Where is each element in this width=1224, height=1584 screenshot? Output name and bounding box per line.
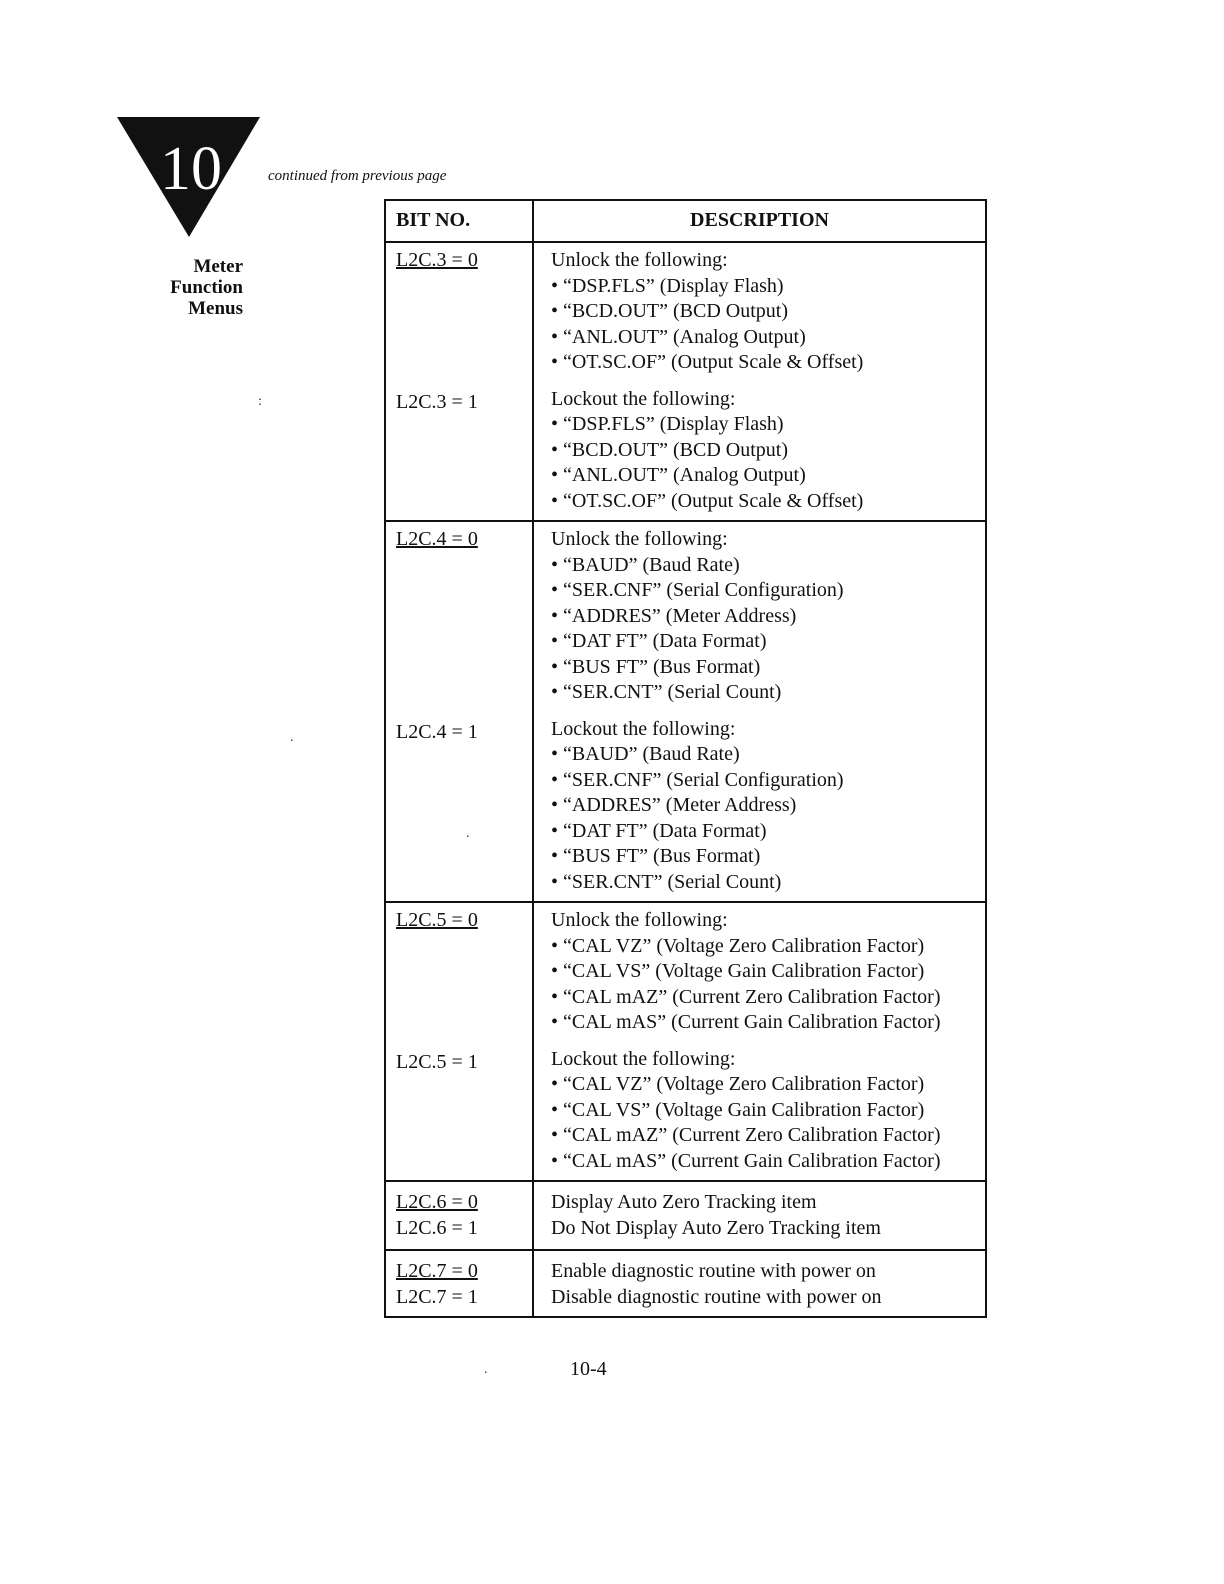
bit-value: L2C.7 = 0 xyxy=(396,1260,478,1282)
list-item: • “BCD.OUT” (BCD Output) xyxy=(551,299,985,325)
table-row xyxy=(385,242,986,521)
description-cell xyxy=(533,902,986,1181)
lockout-table xyxy=(384,199,987,1318)
chapter-title-line-3: Menus xyxy=(188,298,243,319)
list-item: • “OT.SC.OF” (Output Scale & Offset) xyxy=(551,489,985,515)
list-item: • “CAL mAS” (Current Gain Calibration Factor) xyxy=(551,1010,985,1036)
bit-value: L2C.6 = 1 xyxy=(396,1216,478,1239)
list-item: • “SER.CNT” (Serial Count) xyxy=(551,680,985,706)
description-heading: Unlock the following: xyxy=(551,249,728,271)
chapter-badge xyxy=(117,117,260,237)
description-cell xyxy=(533,521,986,902)
bit-value: L2C.5 = 0 xyxy=(396,909,478,931)
chapter-number: 10 xyxy=(160,135,222,203)
table-row xyxy=(385,902,986,1181)
stray-mark: . xyxy=(484,1362,488,1377)
description-heading: Lockout the following: xyxy=(551,717,736,740)
list-item: • “CAL mAZ” (Current Zero Calibration Factor) xyxy=(551,985,985,1011)
description-group xyxy=(551,717,985,896)
description-line: Display Auto Zero Tracking item xyxy=(551,1191,817,1213)
list-item: • “SER.CNT” (Serial Count) xyxy=(551,870,985,896)
list-item: • “OT.SC.OF” (Output Scale & Offset) xyxy=(551,350,985,376)
header-description: DESCRIPTION xyxy=(533,200,986,242)
list-item: • “ANL.OUT” (Analog Output) xyxy=(551,325,985,351)
list-item: • “BAUD” (Baud Rate) xyxy=(551,553,985,579)
continued-note: continued from previous page xyxy=(268,168,447,184)
list-item: • “CAL VS” (Voltage Gain Calibration Factor) xyxy=(551,1098,985,1124)
list-item: • “CAL VZ” (Voltage Zero Calibration Factor) xyxy=(551,934,985,960)
header-bit-no: BIT NO. xyxy=(385,200,533,242)
list-item: • “DSP.FLS” (Display Flash) xyxy=(551,274,985,300)
description-line: Do Not Display Auto Zero Tracking item xyxy=(551,1216,881,1239)
description-heading: Unlock the following: xyxy=(551,909,728,931)
bit-value: L2C.7 = 1 xyxy=(396,1285,478,1308)
list-item: • “SER.CNF” (Serial Configuration) xyxy=(551,578,985,604)
list-item: • “ADDRES” (Meter Address) xyxy=(551,604,985,630)
list-item: • “ANL.OUT” (Analog Output) xyxy=(551,463,985,489)
list-item: • “DAT FT” (Data Format) xyxy=(551,629,985,655)
chapter-triangle-icon xyxy=(117,117,260,237)
chapter-title xyxy=(130,256,243,319)
list-item: • “BAUD” (Baud Rate) xyxy=(551,742,985,768)
list-item: • “CAL VS” (Voltage Gain Calibration Factor) xyxy=(551,959,985,985)
stray-mark: . xyxy=(466,826,470,841)
table-row xyxy=(385,521,986,902)
description-cell xyxy=(533,1250,986,1317)
bit-value: L2C.3 = 0 xyxy=(396,249,478,271)
list-item: • “CAL mAS” (Current Gain Calibration Factor) xyxy=(551,1149,985,1175)
list-item: • “CAL mAZ” (Current Zero Calibration Factor) xyxy=(551,1123,985,1149)
bit-value: L2C.4 = 1 xyxy=(396,720,478,743)
description-heading: Unlock the following: xyxy=(551,528,728,550)
list-item: • “CAL VZ” (Voltage Zero Calibration Factor) xyxy=(551,1072,985,1098)
table-row xyxy=(385,1250,986,1317)
description-line: Enable diagnostic routine with power on xyxy=(551,1260,876,1282)
bit-value: L2C.4 = 0 xyxy=(396,528,478,550)
bit-cell xyxy=(385,242,533,521)
chapter-title-line-1: Meter xyxy=(193,256,243,277)
description-group xyxy=(551,908,985,1036)
description-heading: Lockout the following: xyxy=(551,387,736,410)
description-cell xyxy=(533,1181,986,1250)
list-item: • “SER.CNF” (Serial Configuration) xyxy=(551,768,985,794)
description-group xyxy=(551,248,985,376)
list-item: • “DSP.FLS” (Display Flash) xyxy=(551,412,985,438)
table-row xyxy=(385,1181,986,1250)
bit-value: L2C.3 = 1 xyxy=(396,390,478,413)
list-item: • “BCD.OUT” (BCD Output) xyxy=(551,438,985,464)
bit-cell xyxy=(385,1181,533,1250)
bit-value: L2C.5 = 1 xyxy=(396,1050,478,1073)
bit-cell xyxy=(385,1250,533,1317)
description-cell xyxy=(533,242,986,521)
description-group xyxy=(551,387,985,515)
stray-mark: : xyxy=(258,394,262,409)
stray-mark: . xyxy=(290,730,294,745)
list-item: • “BUS FT” (Bus Format) xyxy=(551,655,985,681)
list-item: • “BUS FT” (Bus Format) xyxy=(551,844,985,870)
description-heading: Lockout the following: xyxy=(551,1047,736,1070)
list-item: • “ADDRES” (Meter Address) xyxy=(551,793,985,819)
page-number: 10-4 xyxy=(570,1358,607,1380)
description-group xyxy=(551,527,985,706)
bit-cell xyxy=(385,521,533,902)
list-item: • “DAT FT” (Data Format) xyxy=(551,819,985,845)
description-line: Disable diagnostic routine with power on xyxy=(551,1285,882,1308)
description-group xyxy=(551,1047,985,1175)
chapter-title-line-2: Function xyxy=(170,277,243,298)
table-header-row xyxy=(385,200,986,242)
bit-cell xyxy=(385,902,533,1181)
bit-value: L2C.6 = 0 xyxy=(396,1191,478,1213)
